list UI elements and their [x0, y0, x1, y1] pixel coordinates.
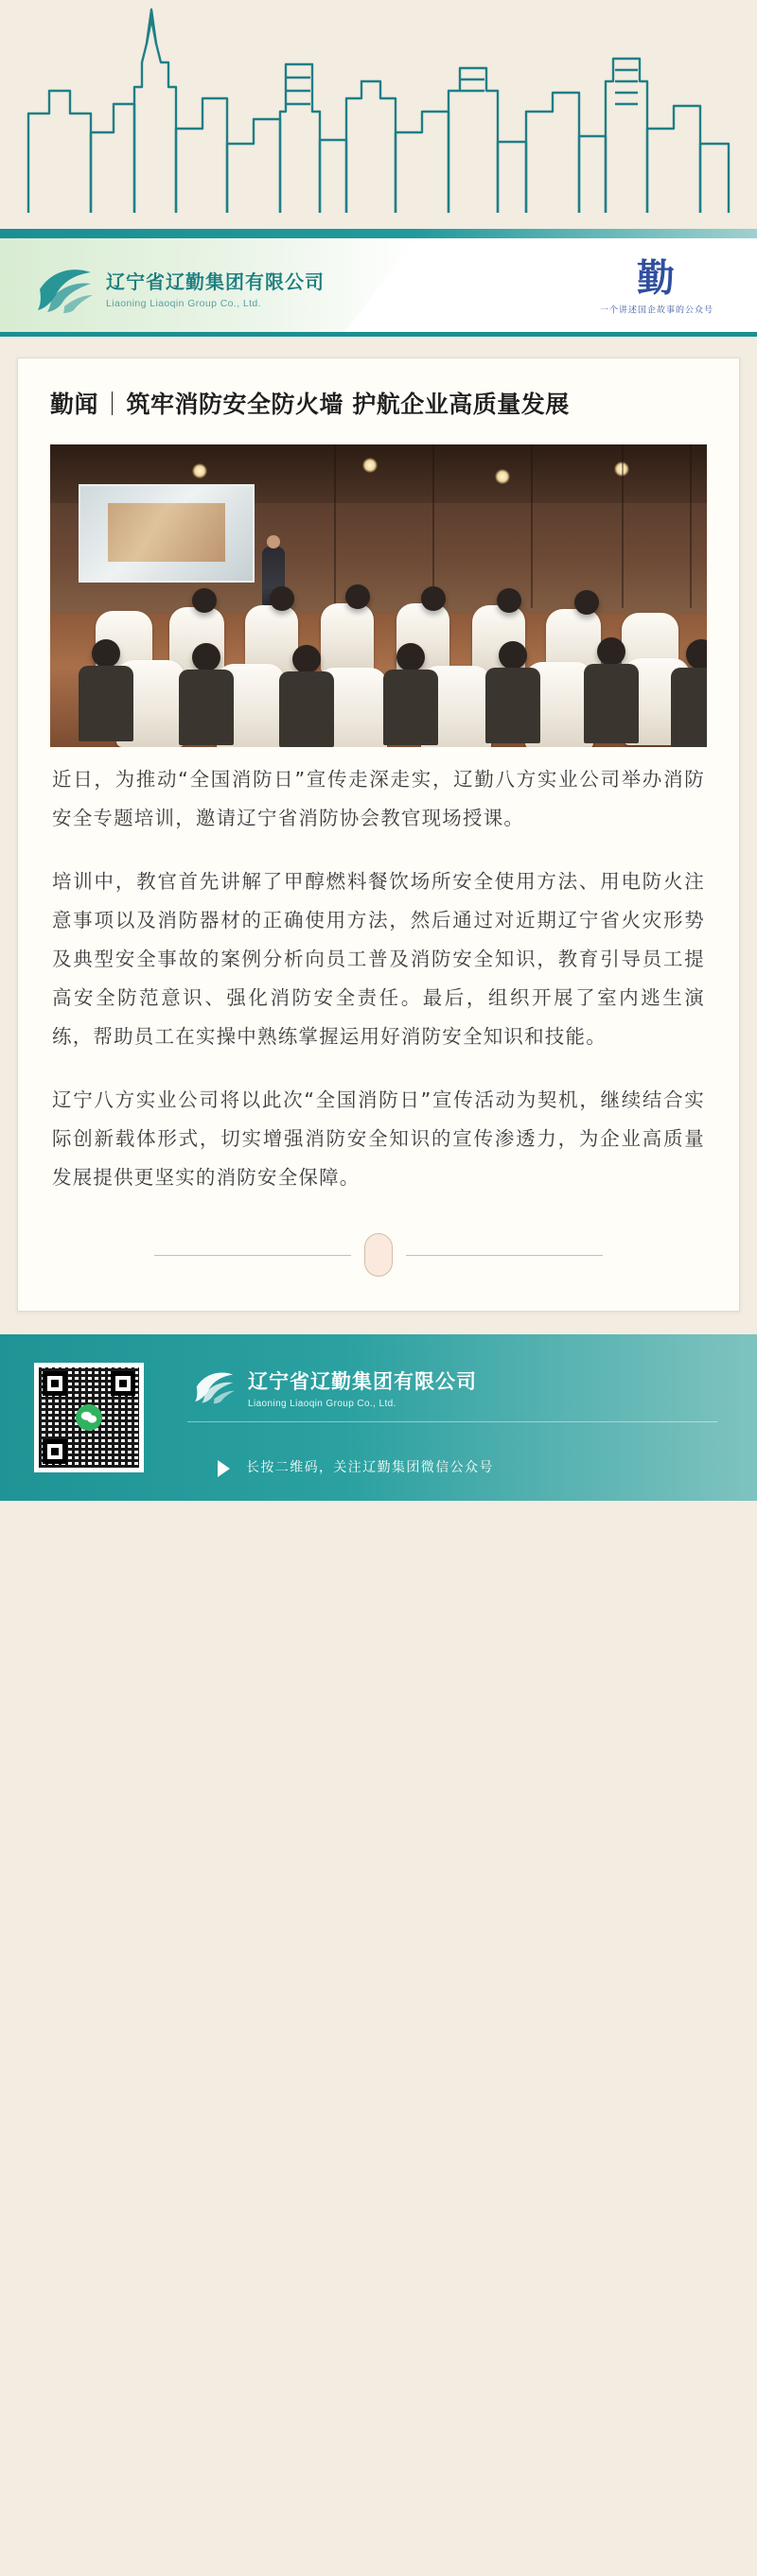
header-teal-rule	[0, 229, 757, 238]
account-tagline: 一个讲述国企故事的公众号	[599, 305, 713, 315]
page-footer	[0, 1334, 757, 1501]
wechat-qr-code-icon[interactable]	[34, 1363, 144, 1472]
footer-separator	[187, 1421, 717, 1422]
brand-company-en: Liaoning Liaoqin Group Co., Ltd.	[106, 297, 261, 309]
article-card	[17, 357, 740, 1312]
skyline-header	[0, 0, 757, 238]
play-triangle-icon	[218, 1460, 230, 1477]
city-skyline-icon	[0, 0, 757, 218]
brand-bar-underline	[0, 332, 757, 337]
footer-brand	[193, 1366, 477, 1409]
article-card-wrapper	[0, 337, 757, 1312]
footer-swoosh-icon	[193, 1366, 237, 1409]
paragraph-2: 培训中，教官首先讲解了甲醇燃料餐饮场所安全使用方法、用电防火注意事项以及消防器材的正确使用方法，然后通过对近期辽宁省火灾形势及典型安全事故的案例分析向员工普及消防安全知识，教育引导员工提高安全防范意识、强化消防安全责任。最后，组织开展了室内逃生演练，帮助员工在实操中熟练掌握运用好消防安全知识和技能。	[52, 870, 705, 1048]
brand-bar	[0, 238, 757, 337]
article-photo	[50, 444, 707, 747]
official-account-mark	[599, 255, 713, 316]
title-main: 筑牢消防安全防火墙 护航企业高质量发展	[126, 391, 570, 418]
article-divider	[50, 1222, 707, 1301]
brand-text-block	[106, 267, 325, 309]
footer-company-en: Liaoning Liaoqin Group Co., Ltd.	[248, 1399, 396, 1409]
title-divider: ｜	[100, 391, 125, 418]
divider-ornament	[364, 1233, 393, 1277]
wave-swoosh-logo-icon	[36, 261, 95, 314]
footer-company-cn: 辽宁省辽勤集团有限公司	[248, 1370, 477, 1393]
brand-company-cn: 辽宁省辽勤集团有限公司	[106, 270, 325, 293]
footer-brand-text	[248, 1366, 477, 1409]
title-prefix: 勤闻	[50, 391, 99, 418]
page-title	[50, 387, 707, 422]
footer-content	[144, 1334, 757, 1501]
article-body	[50, 747, 707, 1197]
footer-cta: 长按二维码，关注辽勤集团微信公众号	[246, 1460, 494, 1475]
projection-screen	[79, 484, 255, 583]
wechat-logo-icon	[76, 1404, 102, 1431]
paragraph-3: 辽宁八方实业公司将以此次“全国消防日”宣传活动为契机，继续结合实际创新载体形式，切实增强消防安全知识的宣传渗透力，为企业高质量发展提供更坚实的消防安全保障。	[52, 1088, 705, 1189]
brand-left	[0, 261, 325, 314]
seal-character: 勤	[636, 255, 677, 301]
paragraph-1: 近日，为推动“全国消防日”宣传走深走实，辽勤八方实业公司举办消防安全专题培训，邀请辽宁省消防协会教官现场授课。	[52, 768, 705, 829]
divider-line-right	[406, 1255, 603, 1256]
divider-line-left	[154, 1255, 351, 1256]
